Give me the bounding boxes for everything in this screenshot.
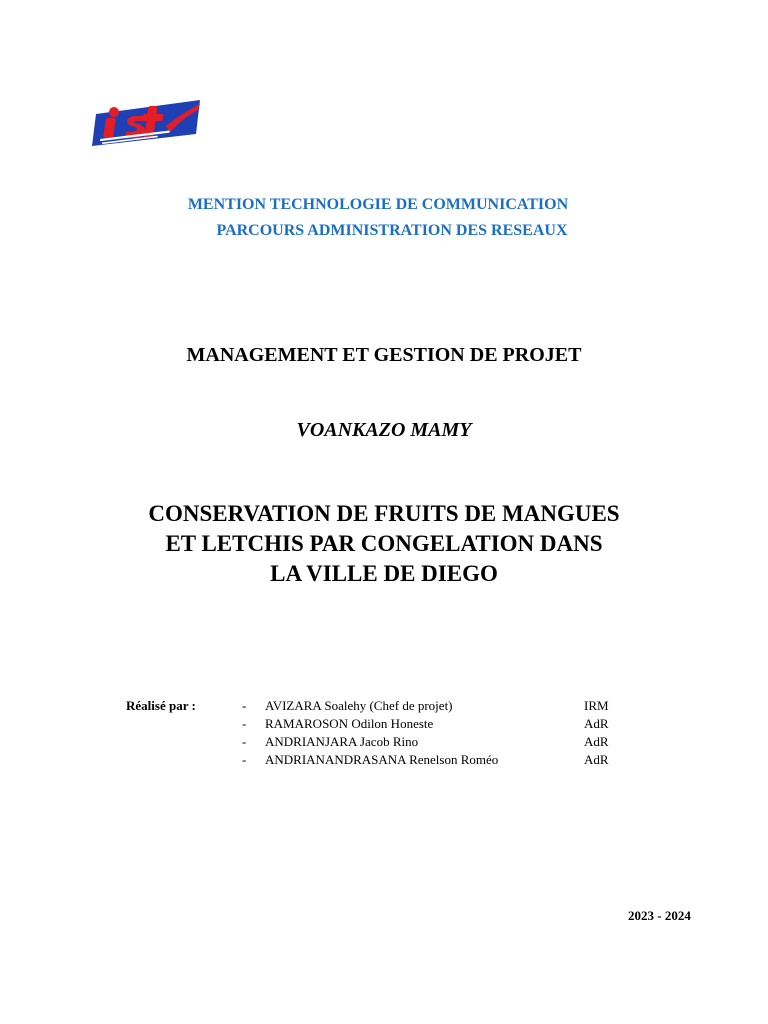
company-name: VOANKAZO MAMY [296, 419, 472, 441]
project-title-line: ET LETCHIS PAR CONGELATION DANS [165, 531, 603, 556]
member-name: RAMAROSON Odilon Honeste [265, 716, 434, 731]
project-title-line: LA VILLE DE DIEGO [270, 561, 498, 586]
member-role: AdR [584, 752, 609, 767]
ist-logo-icon [92, 96, 204, 152]
member-role: AdR [584, 734, 609, 749]
logo-tagline [92, 152, 93, 153]
list-dash: - [242, 752, 247, 767]
member-name: ANDRIANJARA Jacob Rino [265, 734, 419, 749]
mention-heading: MENTION TECHNOLOGIE DE COMMUNICATION [187, 196, 569, 213]
list-dash: - [242, 734, 247, 749]
member-name: ANDRIANANDRASANA Renelson Roméo [265, 752, 499, 767]
project-title-line: CONSERVATION DE FRUITS DE MANGUES [148, 501, 620, 526]
member-name: AVIZARA Soalehy (Chef de projet) [265, 698, 453, 713]
ist-logo [92, 96, 204, 152]
team-label: Réalisé par : [126, 698, 196, 713]
course-title: MANAGEMENT ET GESTION DE PROJET [186, 344, 582, 366]
parcours-heading: PARCOURS ADMINISTRATION DES RESEAUX [216, 222, 568, 239]
list-dash: - [242, 698, 247, 713]
logo-name [92, 152, 93, 153]
member-role: AdR [584, 716, 609, 731]
list-dash: - [242, 716, 247, 731]
academic-year: 2023 - 2024 [628, 908, 691, 923]
project-title [0, 499, 768, 589]
member-role: IRM [584, 698, 609, 713]
